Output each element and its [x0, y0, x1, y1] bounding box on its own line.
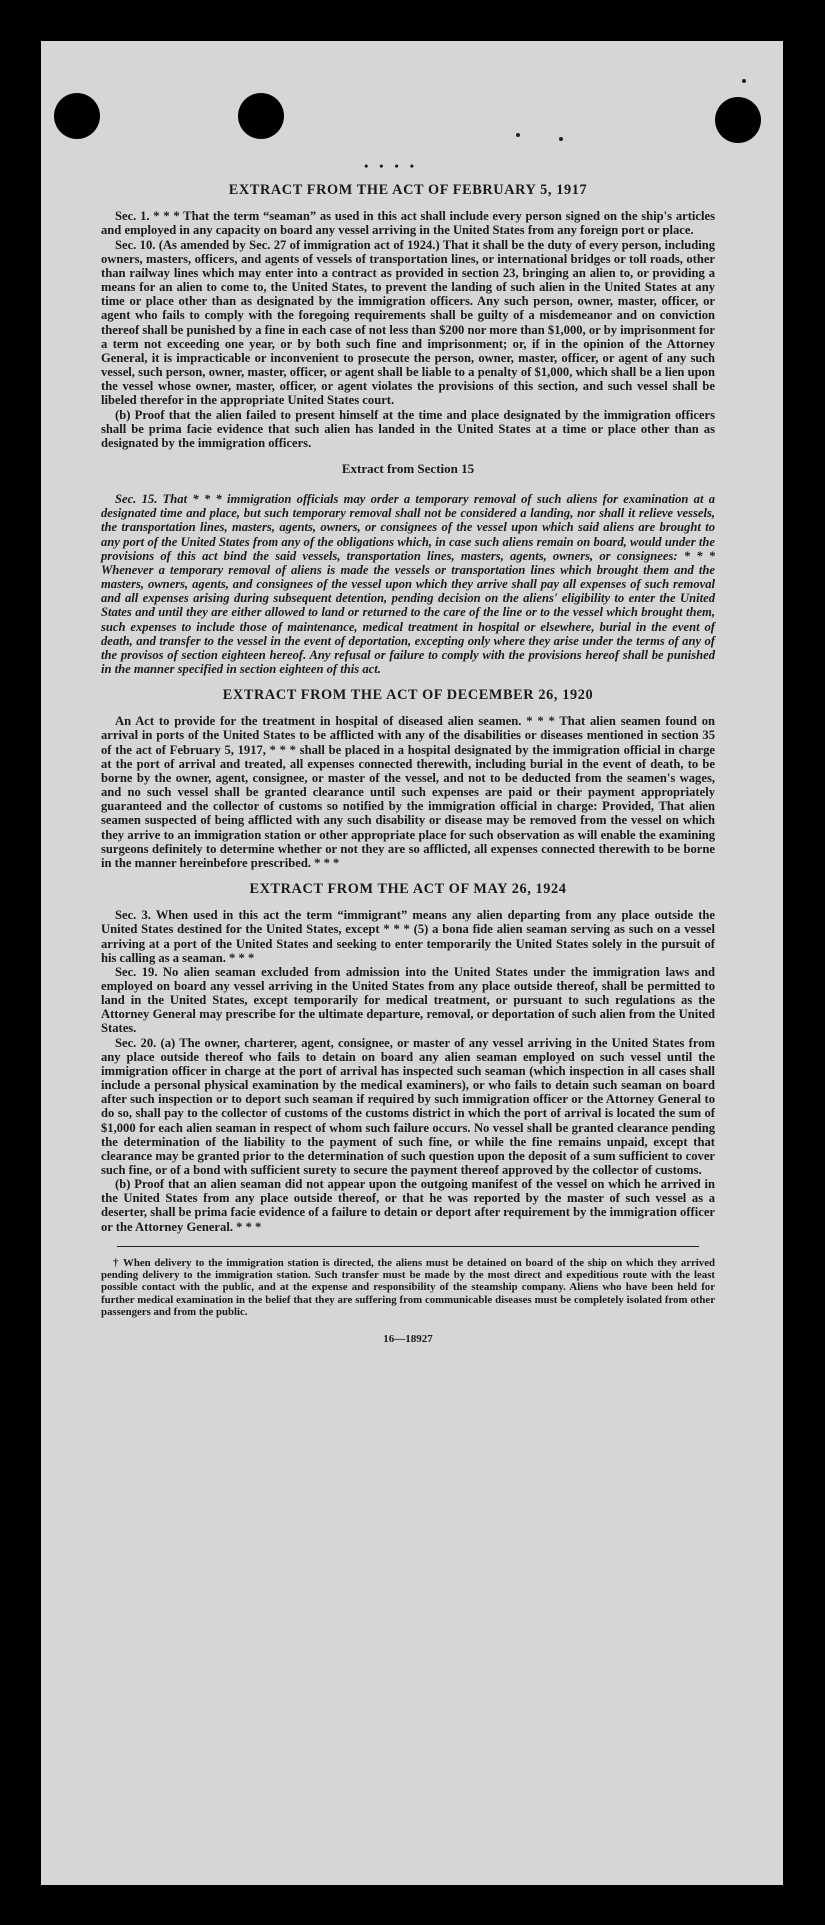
document-body [101, 159, 715, 1346]
subheading-section-15: Extract from Section 15 [341, 460, 475, 476]
punch-hole [54, 93, 100, 139]
section-1917-body [101, 209, 715, 450]
document-page [41, 41, 783, 1885]
section-1924-body [101, 908, 715, 1234]
ornament-stars: • • • • [364, 159, 418, 173]
paragraph: (b) Proof that an alien seaman did not appear upon the outgoing manifest of the vessel on which he arrived in the United States from any place outside thereof, or that he was reported by the master of such vessel as a deserter, shall be prima facie evidence of a failure to detain or deport after requirement by the immigration officer or the Attorney General. * * * [101, 1177, 715, 1234]
paragraph: Sec. 3. When used in this act the term “immigrant” means any alien departing from any place outside the United States destined for the United States, except * * * (5) a bona fide alien seaman serving as such on a vessel arriving at a port of the United States and seeking to enter temporarily the United States solely in the pursuit of his calling as a seaman. * * * [101, 908, 715, 965]
paragraph: Sec. 19. No alien seaman excluded from admission into the United States under the immigration laws and employed on board any vessel arriving in the United States from any place outside thereof, shall be permitted to land in the United States, except temporarily for medical treatment, or pursuant to such regulations as the Attorney General may prescribe for the ultimate departure, removal, or deportation of such alien from the United States. [101, 964, 715, 1036]
section-1920-body: An Act to provide for the treatment in hospital of diseased alien seamen. * * * That alien seamen found on arrival in ports of the United States to be afflicted with any of the disabilities or diseases mentioned in section 35 of the act of February 5, 1917, * * * shall be placed in a hospital designated by the immigration official in charge at the port of arrival and treated, all expenses connected therewith, including burial in the event of death, to be borne by the owner, agent, consignee, or master of the vessel, and not to be deducted from the seamen's wages, and no such vessel shall be granted clearance until such expenses are paid or their payment appropriately guaranteed and the collector of customs so notified by the immigration official in charge: Provided, That alien seamen suspected of being afflicted with any such disability or disease may be removed from the vessel on which they arrive to an immigration station or other appropriate place for such observation as will enable the examining surgeons definitely to determine whether or not they are so afflicted, all expenses connected therewith to be borne in the manner hereinbefore prescribed. * * * [101, 714, 715, 870]
speck [742, 79, 746, 83]
speck [559, 137, 563, 141]
footnote [101, 1257, 715, 1318]
punch-hole [238, 93, 284, 139]
speck [516, 133, 520, 137]
section-heading-1920: EXTRACT FROM THE ACT OF DECEMBER 26, 1920 [222, 687, 594, 704]
punch-hole [715, 97, 761, 143]
page-number: 16—18927 [383, 1333, 433, 1346]
paragraph: Sec. 10. (As amended by Sec. 27 of immigration act of 1924.) That it shall be the duty of every person, including owners, masters, officers, and agents of vessels of transportation lines, or international bridges or toll roads, other than railway lines which may enter into a contract as provided in section 23, bringing an alien to, or providing a means for an alien to come to, the United States, to prevent the landing of such alien in the United States at any time or place other than as designated by the immigration officers. Any such person, owner, master, officer, or agent who fails to comply with the foregoing requirements shall be guilty of a misdemeanor and on conviction thereof shall be punished by a fine in each case of not less than $200 nor more than $1,000, or by imprisonment for a term not exceeding one year, or by both such fine and imprisonment; or, if in the opinion of the Attorney General, it is impracticable or inconvenient to prosecute the person, owner, master, officer, or agent of any such vessel, such person, owner, master, officer, or agent shall be liable to a penalty of $1,000, which shall be a lien upon the vessel whose owner, master, officer, or agent violates the provisions of this section, and such vessel shall be libeled therefor in the appropriate United States court. [101, 237, 715, 408]
section-heading-1924: EXTRACT FROM THE ACT OF MAY 26, 1924 [249, 881, 567, 898]
footnote-text: † When delivery to the immigration station is directed, the aliens must be detained on board of the ship on which they arrived pending delivery to the immigration station. Such transfer must be made by the most direct and expeditious route with the least possible contact with the public, and at the expense and responsibility of the steamship company. Aliens who have been held for further medical examination in the belief that they are suffering from communicable diseases must be completely isolated from other passengers and from the public. [101, 1256, 715, 1318]
section-heading-1917: EXTRACT FROM THE ACT OF FEBRUARY 5, 1917 [228, 182, 588, 199]
paragraph: Sec. 20. (a) The owner, charterer, agent, consignee, or master of any vessel arriving in the United States from any place outside thereof who fails to detain on board any alien seaman employed on such vessel until the immigration officer in charge at the port of arrival has inspected such seaman (which inspection in all cases shall include a personal physical examination by the medical examiners), or who fails to detain such seaman on board after such inspection or to deport such seaman if required by such immigration officer or the Attorney General to do so, shall pay to the collector of customs of the customs district in which the port of arrival is located the sum of $1,000 for each alien seaman in respect of whom such failure occurs. No vessel shall be granted clearance pending the determination of the liability to the payment of such fine, or while the fine remains unpaid, except that clearance may be granted prior to the determination of such question upon the deposit of a sum sufficient to cover such fine, or of a bond with sufficient surety to secure the payment thereof approved by the collector of customs. [101, 1035, 715, 1177]
section-15-body: Sec. 15. That * * * immigration officials may order a temporary removal of such aliens for examination at a designated time and place, but such temporary removal shall not be considered a landing, nor shall it relieve vessels, the transportation lines, masters, agents, owners, or consignees of the vessel upon which said aliens are brought to any port of the United States from any of the obligations which, in case such aliens remain on board, would under the provisions of this act bind the said vessels, transportation lines, masters, agents, owners, or consignees: * * * Whenever a temporary removal of aliens is made the vessels or transportation lines which brought them and the masters, owners, agents, and consignees of the vessel upon which they arrive shall pay all expenses of such removal and all expenses arising during subsequent detention, pending decision on the aliens' eligibility to enter the United States and until they are either allowed to land or returned to the care of the line or to the vessel which brought them, such expenses to include those of maintenance, medical treatment in hospital or elsewhere, burial in the event of death, and transfer to the vessel in the event of deportation, excepting only where they arise under the terms of any of the provisos of section eighteen hereof. Any refusal or failure to comply with the provisions hereof shall be punished in the manner specified in section eighteen of this act. [101, 492, 715, 676]
paragraph: Sec. 1. * * * That the term “seaman” as used in this act shall include every person signed on the ship's articles and employed in any capacity on board any vessel arriving in the United States from any foreign port or place. [101, 209, 715, 238]
footnote-divider [117, 1246, 699, 1247]
paragraph: (b) Proof that the alien failed to present himself at the time and place designated by the immigration officers shall be prima facie evidence that such alien has landed in the United States at a time or place other than as designated by the immigration officers. [101, 407, 715, 450]
